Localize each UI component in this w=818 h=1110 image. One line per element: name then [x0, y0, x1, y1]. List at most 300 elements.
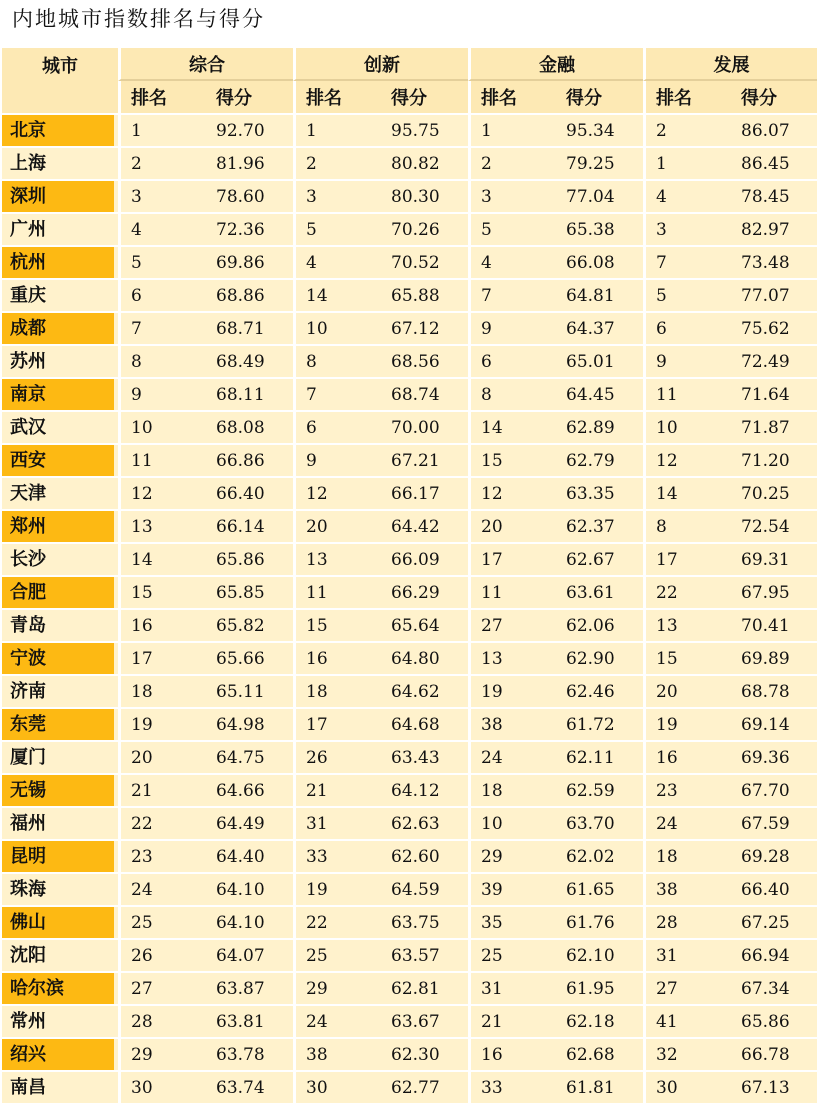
- score-cell: 79.25: [556, 146, 643, 179]
- score-cell: 73.48: [731, 245, 817, 278]
- table-row: [2, 707, 817, 740]
- city-name: 长沙: [2, 544, 114, 575]
- rank-cell: 28: [118, 1004, 206, 1037]
- score-cell: 62.90: [556, 641, 643, 674]
- city-cell: [2, 806, 118, 839]
- rank-cell: 3: [643, 212, 731, 245]
- score-cell: 72.54: [731, 509, 817, 542]
- rank-cell: 27: [118, 971, 206, 1004]
- rank-cell: 22: [118, 806, 206, 839]
- city-name: 沈阳: [2, 940, 114, 971]
- score-header: 得分: [381, 81, 468, 113]
- city-name: 杭州: [2, 247, 114, 278]
- rank-cell: 17: [643, 542, 731, 575]
- rank-cell: 9: [468, 311, 556, 344]
- rank-cell: 10: [118, 410, 206, 443]
- score-cell: 64.80: [381, 641, 468, 674]
- score-cell: 68.11: [206, 377, 293, 410]
- score-cell: 62.68: [556, 1037, 643, 1070]
- city-name: 广州: [2, 214, 114, 245]
- city-cell: [2, 278, 118, 311]
- rank-cell: 8: [643, 509, 731, 542]
- score-cell: 63.43: [381, 740, 468, 773]
- rank-cell: 16: [468, 1037, 556, 1070]
- city-cell: [2, 905, 118, 938]
- score-cell: 65.38: [556, 212, 643, 245]
- score-cell: 64.68: [381, 707, 468, 740]
- score-cell: 61.76: [556, 905, 643, 938]
- city-cell: [2, 377, 118, 410]
- city-column-header: 城市: [2, 48, 118, 113]
- rank-cell: 15: [118, 575, 206, 608]
- rank-header: 排名: [643, 81, 731, 113]
- score-cell: 64.45: [556, 377, 643, 410]
- score-cell: 62.67: [556, 542, 643, 575]
- score-cell: 68.74: [381, 377, 468, 410]
- rank-cell: 29: [293, 971, 381, 1004]
- score-cell: 82.97: [731, 212, 817, 245]
- score-cell: 65.86: [731, 1004, 817, 1037]
- rank-cell: 7: [643, 245, 731, 278]
- score-cell: 65.86: [206, 542, 293, 575]
- city-name: 天津: [2, 478, 114, 509]
- rank-cell: 31: [293, 806, 381, 839]
- score-cell: 67.21: [381, 443, 468, 476]
- table-row: [2, 1004, 817, 1037]
- score-header: 得分: [206, 81, 293, 113]
- score-cell: 64.37: [556, 311, 643, 344]
- score-cell: 61.72: [556, 707, 643, 740]
- city-cell: [2, 443, 118, 476]
- score-cell: 78.45: [731, 179, 817, 212]
- rank-cell: 29: [118, 1037, 206, 1070]
- rank-cell: 18: [293, 674, 381, 707]
- score-cell: 62.37: [556, 509, 643, 542]
- rank-cell: 2: [643, 113, 731, 146]
- table-body: [2, 113, 817, 1103]
- rank-cell: 32: [643, 1037, 731, 1070]
- rank-cell: 13: [118, 509, 206, 542]
- city-name: 厦门: [2, 742, 114, 773]
- rank-cell: 25: [468, 938, 556, 971]
- rank-cell: 28: [643, 905, 731, 938]
- score-cell: 62.02: [556, 839, 643, 872]
- city-name: 武汉: [2, 412, 114, 443]
- rank-cell: 19: [643, 707, 731, 740]
- score-cell: 62.10: [556, 938, 643, 971]
- score-cell: 67.95: [731, 575, 817, 608]
- rank-cell: 17: [468, 542, 556, 575]
- score-cell: 64.62: [381, 674, 468, 707]
- city-name: 常州: [2, 1006, 114, 1037]
- score-cell: 70.26: [381, 212, 468, 245]
- table-row: [2, 641, 817, 674]
- rank-cell: 5: [643, 278, 731, 311]
- score-cell: 64.10: [206, 872, 293, 905]
- score-cell: 67.12: [381, 311, 468, 344]
- score-cell: 63.87: [206, 971, 293, 1004]
- score-cell: 64.98: [206, 707, 293, 740]
- score-cell: 66.86: [206, 443, 293, 476]
- table-row: [2, 311, 817, 344]
- city-name: 南京: [2, 379, 114, 410]
- score-cell: 66.78: [731, 1037, 817, 1070]
- score-cell: 64.49: [206, 806, 293, 839]
- score-cell: 71.64: [731, 377, 817, 410]
- score-cell: 68.86: [206, 278, 293, 311]
- rank-cell: 4: [118, 212, 206, 245]
- rank-header: 排名: [293, 81, 381, 113]
- rank-cell: 30: [643, 1070, 731, 1103]
- city-name: 上海: [2, 148, 114, 179]
- score-cell: 63.70: [556, 806, 643, 839]
- score-cell: 64.12: [381, 773, 468, 806]
- score-cell: 69.14: [731, 707, 817, 740]
- city-cell: [2, 839, 118, 872]
- score-cell: 68.71: [206, 311, 293, 344]
- score-cell: 66.29: [381, 575, 468, 608]
- score-cell: 62.81: [381, 971, 468, 1004]
- rank-header: 排名: [118, 81, 206, 113]
- city-name: 哈尔滨: [2, 973, 114, 1004]
- score-cell: 67.34: [731, 971, 817, 1004]
- score-cell: 66.40: [731, 872, 817, 905]
- rank-cell: 17: [118, 641, 206, 674]
- score-cell: 63.75: [381, 905, 468, 938]
- table-row: [2, 575, 817, 608]
- score-cell: 61.65: [556, 872, 643, 905]
- group-header-development: 发展: [643, 48, 817, 81]
- rank-cell: 14: [468, 410, 556, 443]
- city-cell: [2, 146, 118, 179]
- rank-cell: 13: [468, 641, 556, 674]
- rank-cell: 5: [468, 212, 556, 245]
- rank-cell: 1: [643, 146, 731, 179]
- rank-cell: 15: [468, 443, 556, 476]
- score-cell: 68.49: [206, 344, 293, 377]
- city-cell: [2, 641, 118, 674]
- score-cell: 66.17: [381, 476, 468, 509]
- rank-cell: 12: [468, 476, 556, 509]
- rank-cell: 21: [468, 1004, 556, 1037]
- rank-cell: 14: [118, 542, 206, 575]
- city-cell: [2, 212, 118, 245]
- score-cell: 62.06: [556, 608, 643, 641]
- city-cell: [2, 113, 118, 146]
- table-row: [2, 542, 817, 575]
- rank-cell: 29: [468, 839, 556, 872]
- group-header-innovation: 创新: [293, 48, 468, 81]
- score-cell: 70.41: [731, 608, 817, 641]
- city-cell: [2, 575, 118, 608]
- score-cell: 92.70: [206, 113, 293, 146]
- rank-cell: 7: [293, 377, 381, 410]
- score-cell: 66.08: [556, 245, 643, 278]
- score-cell: 66.94: [731, 938, 817, 971]
- city-name: 重庆: [2, 280, 114, 311]
- ranking-table: [2, 48, 817, 1103]
- rank-cell: 24: [643, 806, 731, 839]
- table-row: [2, 278, 817, 311]
- city-name: 佛山: [2, 907, 114, 938]
- score-header: 得分: [731, 81, 817, 113]
- page-title: 内地城市指数排名与得分: [12, 7, 265, 31]
- rank-cell: 21: [118, 773, 206, 806]
- score-cell: 61.81: [556, 1070, 643, 1103]
- rank-cell: 8: [468, 377, 556, 410]
- score-cell: 61.95: [556, 971, 643, 1004]
- rank-cell: 24: [293, 1004, 381, 1037]
- rank-cell: 12: [293, 476, 381, 509]
- rank-cell: 41: [643, 1004, 731, 1037]
- rank-cell: 5: [118, 245, 206, 278]
- city-name: 昆明: [2, 841, 114, 872]
- rank-header: 排名: [468, 81, 556, 113]
- table-row: [2, 839, 817, 872]
- score-cell: 64.81: [556, 278, 643, 311]
- rank-cell: 19: [293, 872, 381, 905]
- city-cell: [2, 311, 118, 344]
- city-name: 济南: [2, 676, 114, 707]
- score-cell: 65.66: [206, 641, 293, 674]
- rank-cell: 15: [643, 641, 731, 674]
- rank-cell: 9: [643, 344, 731, 377]
- table-row: [2, 509, 817, 542]
- city-cell: [2, 410, 118, 443]
- score-cell: 62.59: [556, 773, 643, 806]
- score-cell: 66.14: [206, 509, 293, 542]
- score-cell: 62.60: [381, 839, 468, 872]
- score-cell: 80.30: [381, 179, 468, 212]
- rank-cell: 11: [118, 443, 206, 476]
- table-row: [2, 179, 817, 212]
- score-cell: 95.75: [381, 113, 468, 146]
- city-name: 苏州: [2, 346, 114, 377]
- rank-cell: 12: [118, 476, 206, 509]
- score-cell: 63.78: [206, 1037, 293, 1070]
- score-cell: 68.08: [206, 410, 293, 443]
- rank-cell: 18: [118, 674, 206, 707]
- rank-cell: 31: [468, 971, 556, 1004]
- score-cell: 70.00: [381, 410, 468, 443]
- score-cell: 64.40: [206, 839, 293, 872]
- rank-cell: 3: [118, 179, 206, 212]
- rank-cell: 18: [468, 773, 556, 806]
- score-cell: 66.09: [381, 542, 468, 575]
- rank-cell: 23: [643, 773, 731, 806]
- score-cell: 63.81: [206, 1004, 293, 1037]
- rank-cell: 33: [468, 1070, 556, 1103]
- rank-cell: 10: [293, 311, 381, 344]
- city-name: 北京: [2, 115, 114, 146]
- city-name: 绍兴: [2, 1039, 114, 1070]
- rank-cell: 4: [468, 245, 556, 278]
- rank-cell: 26: [118, 938, 206, 971]
- rank-cell: 20: [643, 674, 731, 707]
- rank-cell: 16: [118, 608, 206, 641]
- rank-cell: 38: [293, 1037, 381, 1070]
- rank-cell: 19: [468, 674, 556, 707]
- rank-cell: 11: [468, 575, 556, 608]
- rank-cell: 27: [468, 608, 556, 641]
- score-cell: 72.49: [731, 344, 817, 377]
- city-cell: [2, 773, 118, 806]
- table-row: [2, 245, 817, 278]
- rank-cell: 7: [468, 278, 556, 311]
- rank-cell: 4: [643, 179, 731, 212]
- score-cell: 62.79: [556, 443, 643, 476]
- city-cell: [2, 1037, 118, 1070]
- score-cell: 63.35: [556, 476, 643, 509]
- city-name: 南昌: [2, 1072, 114, 1103]
- score-cell: 77.07: [731, 278, 817, 311]
- table-row: [2, 212, 817, 245]
- score-cell: 64.66: [206, 773, 293, 806]
- rank-cell: 35: [468, 905, 556, 938]
- table-row: [2, 443, 817, 476]
- score-cell: 63.57: [381, 938, 468, 971]
- score-cell: 67.13: [731, 1070, 817, 1103]
- score-cell: 65.85: [206, 575, 293, 608]
- rank-cell: 9: [293, 443, 381, 476]
- score-cell: 63.61: [556, 575, 643, 608]
- city-cell: [2, 1070, 118, 1103]
- table-row: [2, 1070, 817, 1103]
- city-name: 西安: [2, 445, 114, 476]
- table-row: [2, 146, 817, 179]
- score-cell: 81.96: [206, 146, 293, 179]
- rank-cell: 9: [118, 377, 206, 410]
- rank-cell: 38: [643, 872, 731, 905]
- rank-cell: 14: [293, 278, 381, 311]
- rank-cell: 24: [468, 740, 556, 773]
- score-cell: 62.63: [381, 806, 468, 839]
- rank-cell: 26: [293, 740, 381, 773]
- city-name: 珠海: [2, 874, 114, 905]
- city-cell: [2, 707, 118, 740]
- table-row: [2, 608, 817, 641]
- score-cell: 65.11: [206, 674, 293, 707]
- rank-cell: 22: [643, 575, 731, 608]
- rank-cell: 4: [293, 245, 381, 278]
- rank-cell: 3: [468, 179, 556, 212]
- score-cell: 66.40: [206, 476, 293, 509]
- score-cell: 65.01: [556, 344, 643, 377]
- rank-cell: 22: [293, 905, 381, 938]
- table-row: [2, 806, 817, 839]
- score-cell: 72.36: [206, 212, 293, 245]
- table-row: [2, 905, 817, 938]
- group-header-composite: 综合: [118, 48, 293, 81]
- rank-cell: 10: [643, 410, 731, 443]
- score-cell: 86.07: [731, 113, 817, 146]
- rank-cell: 7: [118, 311, 206, 344]
- score-cell: 67.25: [731, 905, 817, 938]
- rank-cell: 18: [643, 839, 731, 872]
- score-cell: 69.28: [731, 839, 817, 872]
- score-cell: 64.75: [206, 740, 293, 773]
- rank-cell: 8: [118, 344, 206, 377]
- city-name: 东莞: [2, 709, 114, 740]
- score-cell: 62.89: [556, 410, 643, 443]
- rank-cell: 17: [293, 707, 381, 740]
- score-cell: 80.82: [381, 146, 468, 179]
- score-cell: 69.31: [731, 542, 817, 575]
- score-cell: 70.25: [731, 476, 817, 509]
- score-cell: 63.67: [381, 1004, 468, 1037]
- score-cell: 62.46: [556, 674, 643, 707]
- group-header-finance: 金融: [468, 48, 643, 81]
- rank-cell: 30: [293, 1070, 381, 1103]
- rank-cell: 5: [293, 212, 381, 245]
- rank-cell: 6: [643, 311, 731, 344]
- rank-cell: 27: [643, 971, 731, 1004]
- rank-cell: 38: [468, 707, 556, 740]
- rank-cell: 20: [468, 509, 556, 542]
- score-cell: 62.18: [556, 1004, 643, 1037]
- rank-cell: 23: [118, 839, 206, 872]
- rank-cell: 15: [293, 608, 381, 641]
- rank-cell: 13: [293, 542, 381, 575]
- table-row: [2, 773, 817, 806]
- score-cell: 65.88: [381, 278, 468, 311]
- city-cell: [2, 938, 118, 971]
- score-cell: 64.07: [206, 938, 293, 971]
- rank-cell: 20: [118, 740, 206, 773]
- score-cell: 67.70: [731, 773, 817, 806]
- rank-cell: 33: [293, 839, 381, 872]
- score-cell: 62.77: [381, 1070, 468, 1103]
- table-row: [2, 971, 817, 1004]
- score-cell: 62.11: [556, 740, 643, 773]
- rank-cell: 2: [293, 146, 381, 179]
- score-cell: 67.59: [731, 806, 817, 839]
- table-row: [2, 410, 817, 443]
- rank-cell: 16: [293, 641, 381, 674]
- rank-cell: 2: [468, 146, 556, 179]
- rank-cell: 14: [643, 476, 731, 509]
- score-cell: 71.87: [731, 410, 817, 443]
- city-name: 无锡: [2, 775, 114, 806]
- score-cell: 70.52: [381, 245, 468, 278]
- city-cell: [2, 344, 118, 377]
- table-row: [2, 344, 817, 377]
- score-cell: 64.10: [206, 905, 293, 938]
- city-cell: [2, 1004, 118, 1037]
- city-cell: [2, 179, 118, 212]
- city-cell: [2, 971, 118, 1004]
- score-cell: 64.42: [381, 509, 468, 542]
- score-cell: 78.60: [206, 179, 293, 212]
- rank-cell: 31: [643, 938, 731, 971]
- table-row: [2, 674, 817, 707]
- table-row: [2, 113, 817, 146]
- score-cell: 63.74: [206, 1070, 293, 1103]
- rank-cell: 3: [293, 179, 381, 212]
- table-row: [2, 1037, 817, 1070]
- rank-cell: 16: [643, 740, 731, 773]
- rank-cell: 25: [118, 905, 206, 938]
- city-name: 青岛: [2, 610, 114, 641]
- score-header: 得分: [556, 81, 643, 113]
- rank-cell: 6: [468, 344, 556, 377]
- table-row: [2, 872, 817, 905]
- score-cell: 64.59: [381, 872, 468, 905]
- score-cell: 68.56: [381, 344, 468, 377]
- table-row: [2, 377, 817, 410]
- score-cell: 68.78: [731, 674, 817, 707]
- table-row: [2, 740, 817, 773]
